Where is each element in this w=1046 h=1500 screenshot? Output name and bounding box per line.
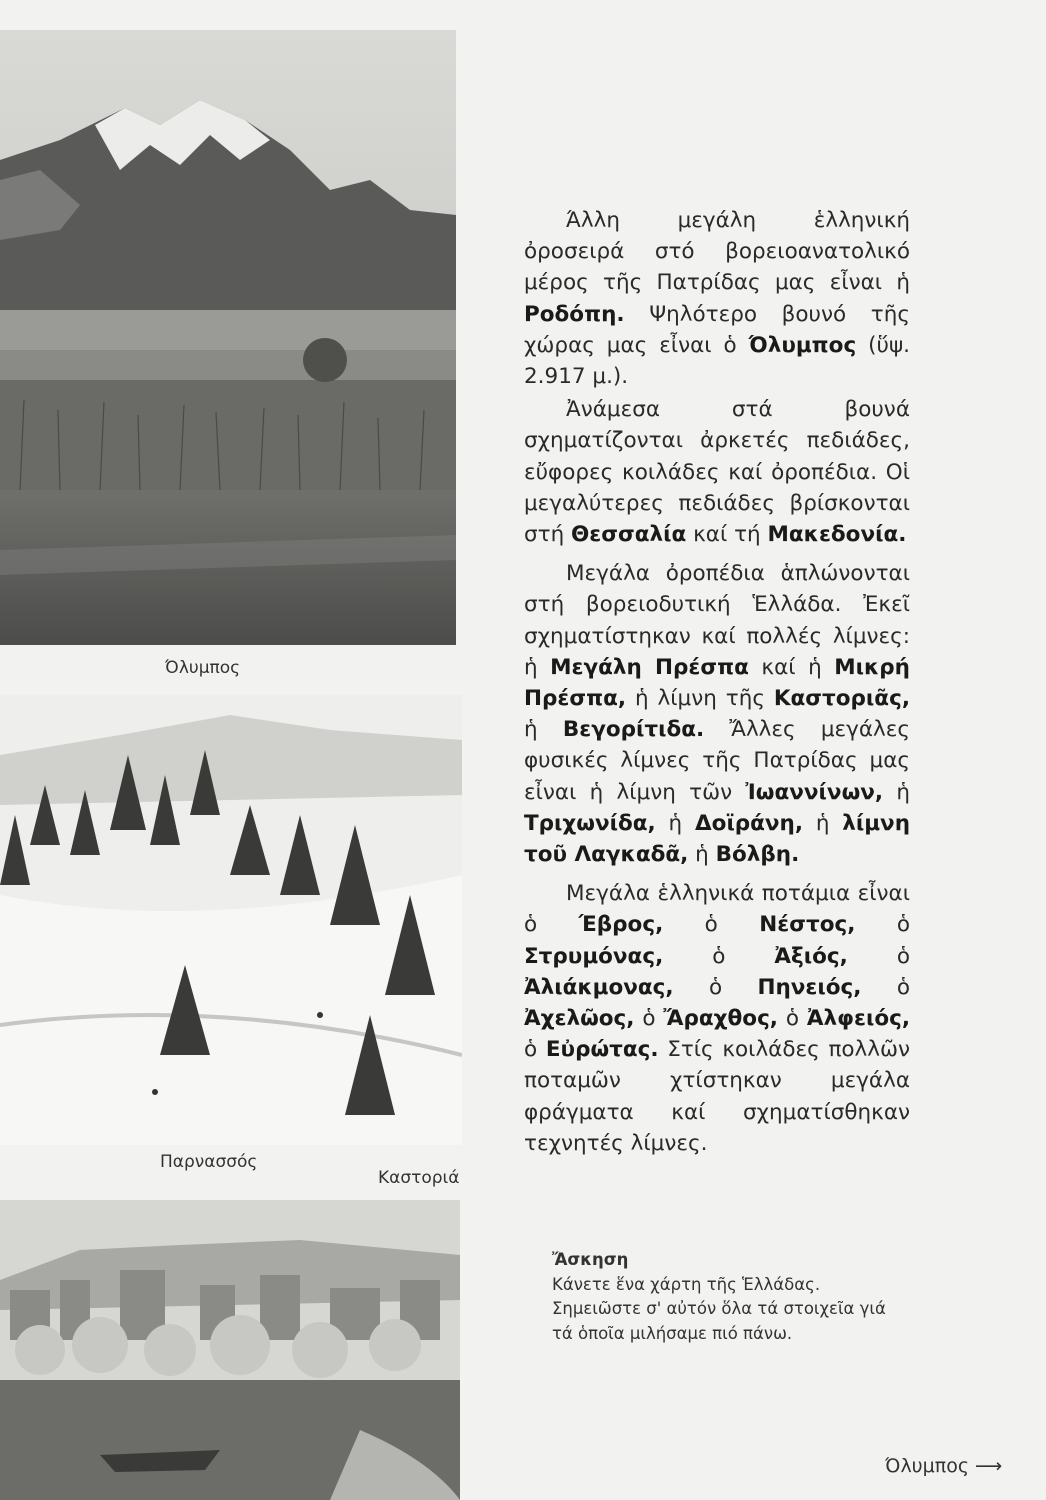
exercise-text: Κάνετε ἕνα χάρτη τῆς Ἑλλάδας. Σημειῶστε σ' αὐτόν ὅλα τά στοιχεῖα γιά τά ὁποῖα μιλήσαμε πιό πάνω. [552, 1274, 886, 1343]
text-run: ἡ [883, 779, 910, 805]
bold-term: Νέστος, [759, 912, 856, 938]
bold-term: Ἀχελῶος, [524, 1006, 635, 1032]
text-run: Ἄλλες μεγάλες φυσικές λίμνες τῆς Πατρίδας μας εἶναι ἡ λίμνη τῶν [524, 717, 910, 805]
paragraph-plains [524, 394, 910, 550]
parnassos-photo [0, 695, 462, 1145]
text-run: ὁ [524, 1037, 546, 1063]
bold-term: Εὐρώτας. [545, 1037, 659, 1063]
text-run: καί τή [686, 522, 768, 548]
next-page-label: Όλυμπος [885, 1455, 969, 1477]
text-run: ἡ [524, 717, 563, 743]
paragraph-rivers [524, 878, 910, 1159]
bold-term: Ἰωαννίνων, [745, 779, 884, 805]
arrow-right-icon: ⟶ [974, 1455, 1003, 1477]
text-run: ὁ [847, 943, 910, 969]
text-run: Άλλη μεγάλη ἑλληνική ὀροσειρά στό βορειοανατολικό μέρος τῆς Πατρίδας μας εἶναι ἡ [524, 208, 910, 296]
bold-term: Στρυμόνας, [524, 943, 664, 969]
bold-term: Βόλβη. [715, 842, 800, 868]
bold-term: Τριχωνίδα, [524, 810, 656, 836]
bold-term: Μεγάλη Πρέσπα [550, 654, 749, 680]
text-run: ὁ [673, 974, 758, 1000]
bold-term: Έβρος, [578, 912, 664, 938]
exercise-box [552, 1248, 897, 1346]
text-run: ἡ [803, 810, 843, 836]
paragraph-mountains [524, 205, 910, 392]
bold-term: Ροδόπη. [524, 301, 625, 327]
text-run: ὁ [663, 943, 775, 969]
text-run: καί ἡ [748, 654, 835, 680]
bold-term: Μικρή Πρέσπα, [524, 654, 910, 712]
next-page-link[interactable] [885, 1455, 1002, 1477]
text-run: Μεγάλα ἑλληνικά ποτάμια εἶναι ὁ [524, 881, 910, 938]
caption-kastoria: Καστοριά [378, 1168, 460, 1188]
text-run: ἡ λίμνη τῆς [626, 686, 774, 712]
bold-term: Δοϊράνη, [694, 810, 804, 836]
bold-term: Πηνειός, [757, 974, 862, 1000]
text-run: (ὕψ. 2.917 μ.). [524, 332, 910, 390]
text-run: ὁ [855, 912, 910, 938]
main-text [524, 205, 910, 1167]
paragraph-lakes [524, 558, 910, 870]
text-run: ἡ [688, 842, 716, 868]
kastoria-photo [0, 1200, 460, 1500]
bold-term: λίμνη τοῦ Λαγκαδᾶ, [524, 810, 911, 868]
exercise-title: Ἄσκηση [552, 1250, 629, 1269]
bold-term: Μακεδονία. [767, 522, 907, 548]
text-run: ὁ [777, 1006, 807, 1032]
bold-term: Ἀξιός, [774, 943, 848, 969]
text-run: Μεγάλα ὀροπέδια ἁπλώνονται στή βορειοδυτική Ἑλλάδα. Ἐκεῖ σχηματίστηκαν καί πολλές λίμνες: ἡ [524, 561, 910, 680]
caption-olympus: Όλυμπος [165, 658, 241, 678]
olympus-photo [0, 30, 456, 645]
text-run: ὁ [634, 1006, 664, 1032]
caption-parnassos: Παρνασσός [160, 1152, 258, 1172]
bold-term: Ἀλιάκμονας, [524, 974, 674, 1000]
bold-term: Θεσσαλία [571, 522, 687, 548]
bold-term: Καστοριᾶς, [773, 686, 910, 712]
text-run: Ψηλότερο βουνό τῆς χώρας μας εἶναι ὁ [524, 301, 910, 358]
text-run: Στίς κοιλάδες πολλῶν ποταμῶν χτίστηκαν μεγάλα φράγματα καί σχηματίσθηκαν τεχνητές λίμνες. [524, 1037, 910, 1156]
text-run: Ἀνάμεσα στά βουνά σχηματίζονται ἀρκετές πεδιάδες, εὔφορες κοιλάδες καί ὀροπέδια. Οἱ μεγαλύτερες πεδιάδες βρίσκονται στή [524, 397, 910, 548]
text-run: ὁ [861, 974, 910, 1000]
text-run: ἡ [655, 810, 695, 836]
bold-term: Όλυμπος [748, 332, 857, 358]
text-run: ὁ [663, 912, 760, 938]
bold-term: Βεγορίτιδα. [562, 717, 705, 743]
bold-term: Ἄραχθος, [663, 1006, 778, 1032]
bold-term: Ἀλφειός, [806, 1006, 911, 1032]
